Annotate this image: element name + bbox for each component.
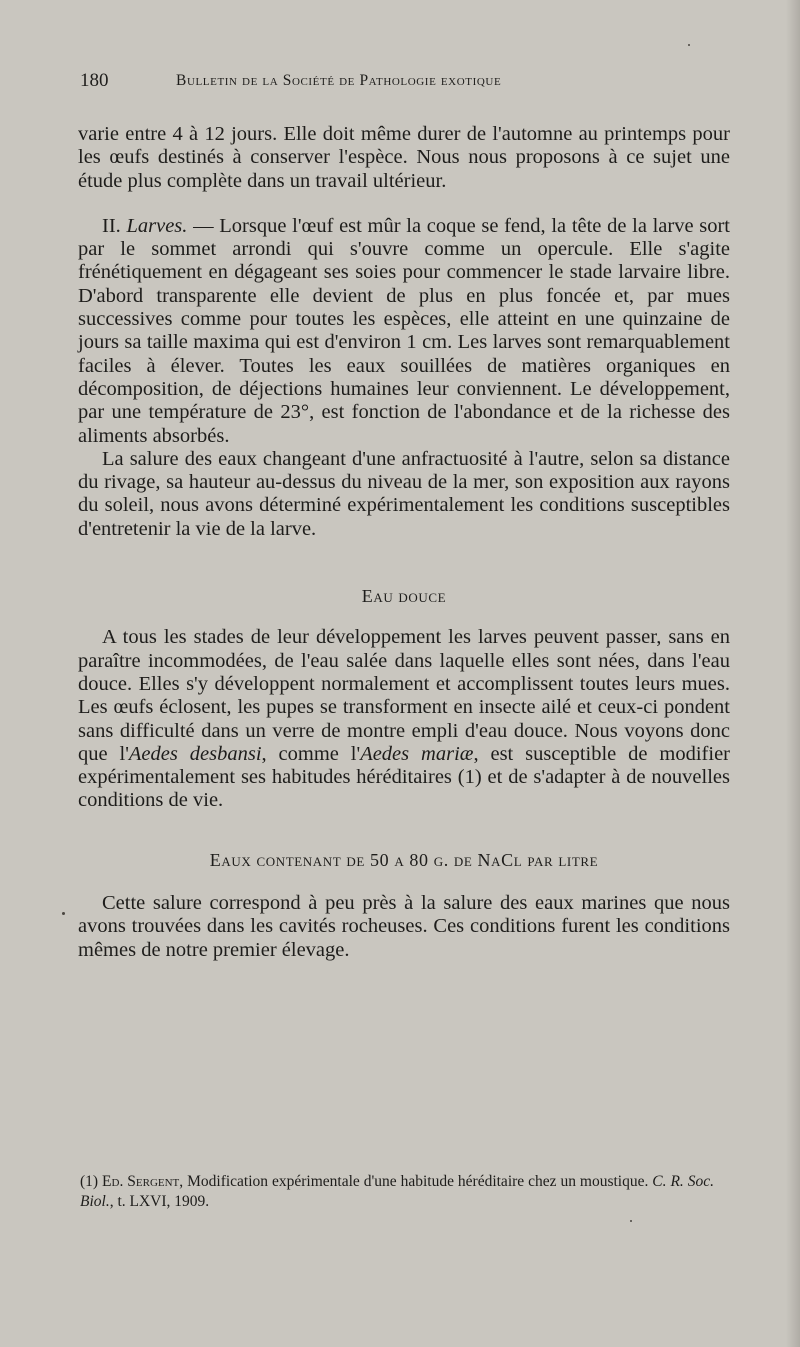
print-speck xyxy=(62,912,65,915)
heading-eaux-nacl: Eaux contenant de 50 a 80 g. de NaCl par litre xyxy=(209,849,599,870)
page-edge-shadow xyxy=(786,0,800,1347)
species-name-desbansi: Aedes desbansi xyxy=(128,742,262,765)
species-name-mariae: Aedes mariæ xyxy=(360,742,474,765)
footnote-journal: C. R. Soc. Biol. xyxy=(80,1173,715,1210)
print-speck xyxy=(688,44,690,46)
running-head: Bulletin de la Société de Pathologie exotique xyxy=(176,72,502,89)
heading-eau-douce: Eau douce xyxy=(361,586,447,607)
paragraph-larves-text: — Lorsque l'œuf est mûr la coque se fend, la tête de la larve sort par le sommet arrondi qui s'ouvre comme un opercule. Elle s'agite frénétiquement en dégageant ses soies pour commencer le stade larvaire libre. D'abord transparente elle devient de plus en plus foncée et, par mues successives comme pour toutes les espèces, elle atteint en une quinzaine de jours sa taille maxima qui est d'environ 1 cm. Les larves sont remarquablement faciles à élever. Toutes les eaux souillées de matières organiques en décomposition, de déjections humaines leur conviennent. Le développement, par une température de 23°, est fonction de l'abondance et de la richesse des aliments absorbés. xyxy=(78,214,731,447)
paragraph-eau-douce-text: , est susceptible de modifier expérimentalement ses habitudes héréditaires (1) et de s'adapter à de nouvelles conditions de vie. xyxy=(78,742,730,812)
paragraph-eau-douce xyxy=(78,626,730,812)
page-number: 180 xyxy=(80,70,109,91)
body-text xyxy=(78,123,730,962)
paragraph-larves xyxy=(78,215,730,448)
paragraph-salure: La salure des eaux changeant d'une anfractuosité à l'autre, selon sa distance du rivage, sa hauteur au-dessus du niveau de la mer, son exposition aux rayons du soleil, nous avons déterminé expérimentalement les conditions susceptibles d'entretenir la vie de la larve. xyxy=(78,447,730,540)
footnote xyxy=(80,1172,714,1212)
footnote-marker: (1) xyxy=(80,1173,103,1190)
paragraph-continuation: varie entre 4 à 12 jours. Elle doit même durer de l'automne au printemps pour les œufs destinés à conserver l'espèce. Nous nous proposons à ce sujet une étude plus complète dans un travail ultérieur. xyxy=(78,123,730,192)
footnote-citation: , t. LXVI, 1909. xyxy=(109,1193,210,1210)
page-header xyxy=(80,70,732,100)
print-speck xyxy=(630,1220,632,1222)
footnote-text: , Modification expérimentale d'une habitude héréditaire chez un moustique. xyxy=(179,1173,653,1190)
footnote-author: Ed. Sergent xyxy=(102,1173,180,1190)
section-title-larves: Larves. xyxy=(126,214,188,237)
paragraph-eau-douce-text: , comme l' xyxy=(261,742,361,765)
paragraph-eau-douce-text: A tous les stades de leur développement les larves peuvent passer, sans en paraître incommodées, de l'eau salée dans laquelle elles sont nées, dans l'eau douce. Elles s'y développent normalement et accomplissent toutes leurs mues. Les œufs éclosent, les pupes se transforment en insecte ailé et ceux-ci pondent sans difficulté dans un verre de montre empli d'eau douce. Nous voyons donc que l' xyxy=(78,626,730,765)
paragraph-salure-marine: Cette salure correspond à peu près à la salure des eaux marines que nous avons trouvées dans les cavités rocheuses. Ces conditions furent les conditions mêmes de notre premier élevage. xyxy=(78,892,730,961)
section-number: II. xyxy=(102,214,127,237)
